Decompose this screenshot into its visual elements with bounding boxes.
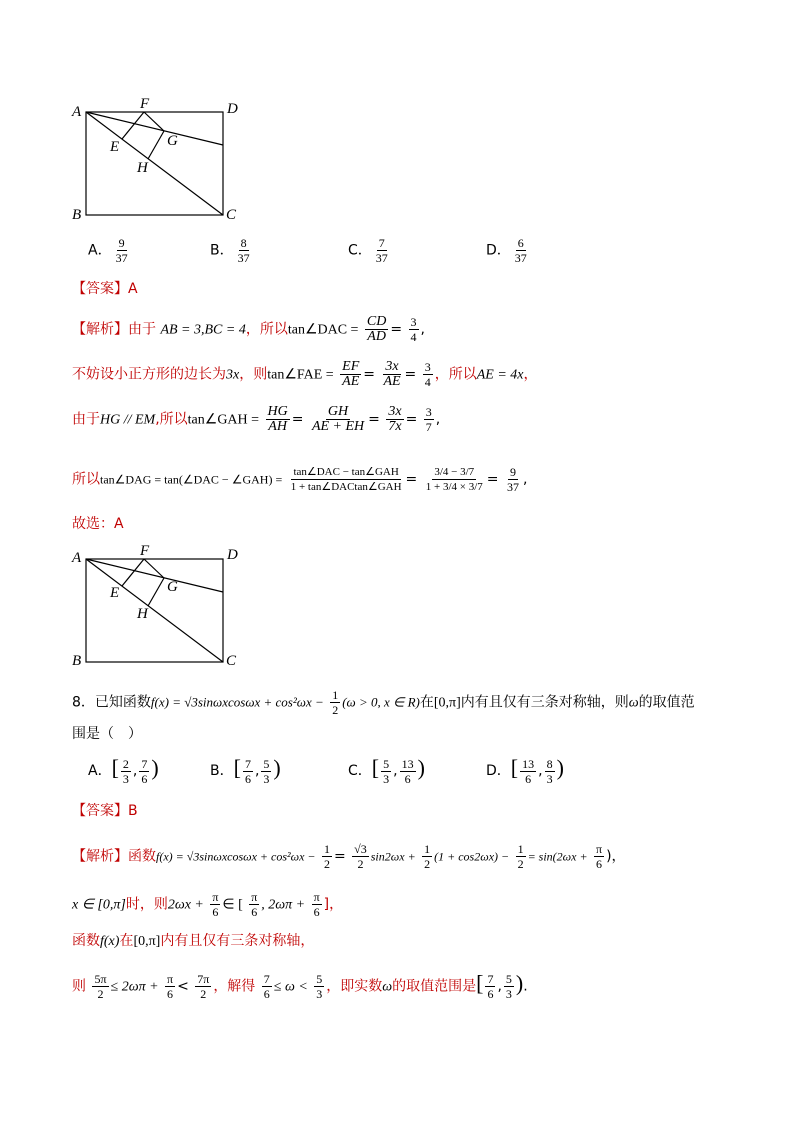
q8-option-b[interactable]: B．[ $\frac{7}{6}$ , $\frac{5}{3}$ ) xyxy=(210,755,281,786)
label-e: E xyxy=(110,139,120,155)
label-d: D xyxy=(227,101,238,117)
label-h-2: H xyxy=(137,606,148,622)
line-ag xyxy=(86,112,223,145)
q8-stem-line2: 围是（ ） xyxy=(72,726,142,742)
q8-analysis-line3: 函数f(x)在[0,π]内有且仅有三条对称轴， xyxy=(72,933,315,949)
diagonal-ac xyxy=(86,112,223,215)
q8-analysis-line4: 则 $\frac{5\pi}{2}$ ≤ 2ωπ + $\frac{\pi}{6}$ < $\frac{7\pi}{2}$ ，解得 $\frac{7}{6}$ ≤ ω < $\frac{5}{3}$ ，即实数ω的取值范围是[ $\frac{7}{6}$ , $\frac{5}{3}$ ). xyxy=(72,970,528,1001)
q7-option-c[interactable]: C． $\frac{7}{37}$ xyxy=(348,236,388,265)
label-h: H xyxy=(137,160,148,176)
q7-conclusion: 故选：A xyxy=(72,516,124,532)
rectangle-figure-top xyxy=(70,95,250,235)
q8-option-a[interactable]: A．[ $\frac{2}{3}$ , $\frac{7}{6}$ ) xyxy=(88,755,159,786)
label-e-2: E xyxy=(110,585,120,601)
q7-option-d[interactable]: D． $\frac{6}{37}$ xyxy=(486,236,527,265)
q8-stem-line1: 8．已知函数f(x) = √3sinωxcosωx + cos²ωx − $\frac{1}{2}$ (ω > 0, x ∈ R)在[0,π]内有且仅有三条对称轴，则ω的取值范 xyxy=(72,688,695,717)
q8-answer: 【答案】B xyxy=(72,803,138,819)
q7-answer: 【答案】A xyxy=(72,281,138,297)
q8-option-d[interactable]: D．[ $\frac{13}{6}$ , $\frac{8}{3}$ ) xyxy=(486,755,564,786)
q8-option-c[interactable]: C．[ $\frac{5}{3}$ , $\frac{13}{6}$ ) xyxy=(348,755,425,786)
q7-analysis-line4: 所以tan∠DAG = tan(∠DAC − ∠GAH) = $\frac{\text{tan∠DAC − tan∠GAH}}{\text{1 + tan∠DACtan∠GAH}}$ = $\frac{3/4 - 3/7}{1 + 3/4 \times 3/7}$ = $\frac{9}{37}$ , xyxy=(72,465,528,494)
label-g-2: G xyxy=(167,579,178,595)
label-c: C xyxy=(226,207,237,223)
line-ag-2 xyxy=(86,559,223,592)
q8-analysis-line1: 【解析】函数f(x) = √3sinωxcosωx + cos²ωx − $\frac{1}{2}$ = $\frac{√3}{2}$ sin2ωx + $\frac{1}{2}$ (1 + cos2ωx) − $\frac{1}{2}$ = sin(2ωx + $\frac{\pi}{6}$ )， xyxy=(72,842,626,871)
q7-analysis-line3: 由于HG // EM,所以tan∠GAH = $\frac{HG}{AH}$ = $\frac{GH}{AE + EH}$ = $\frac{3x}{7x}$ = $\frac{3}{7}$ , xyxy=(72,404,441,434)
segment-gh xyxy=(148,131,164,159)
label-b: B xyxy=(72,207,82,223)
diagonal-ac-2 xyxy=(86,559,223,662)
label-c-2: C xyxy=(226,653,237,669)
label-d-2: D xyxy=(227,547,238,563)
label-f-2: F xyxy=(140,543,150,559)
q7-analysis-line1: 【解析】由于 AB = 3,BC = 4，所以tan∠DAC = $\frac{CD}{AD}$ = $\frac{3}{4}$ , xyxy=(72,314,425,344)
label-b-2: B xyxy=(72,653,82,669)
label-a: A xyxy=(72,104,82,120)
q7-option-b[interactable]: B． $\frac{8}{37}$ xyxy=(210,236,250,265)
q7-option-a[interactable]: A． $\frac{9}{37}$ xyxy=(88,236,128,265)
q7-analysis-line2: 不妨设小正方形的边长为3x，则tan∠FAE = $\frac{EF}{AE}$ = $\frac{3x}{AE}$ = $\frac{3}{4}$ ，所以AE = 4x， xyxy=(72,359,538,389)
q8-analysis-line2: x ∈ [0,π]时，则2ωx + $\frac{\pi}{6}$ ∈ [ $\frac{\pi}{6}$ , 2ωπ + $\frac{\pi}{6}$ ]， xyxy=(72,890,344,919)
rectangle-figure-bottom xyxy=(70,542,250,682)
segment-gh-2 xyxy=(148,578,164,606)
label-f: F xyxy=(140,96,150,112)
label-a-2: A xyxy=(72,550,82,566)
label-g: G xyxy=(167,133,178,149)
